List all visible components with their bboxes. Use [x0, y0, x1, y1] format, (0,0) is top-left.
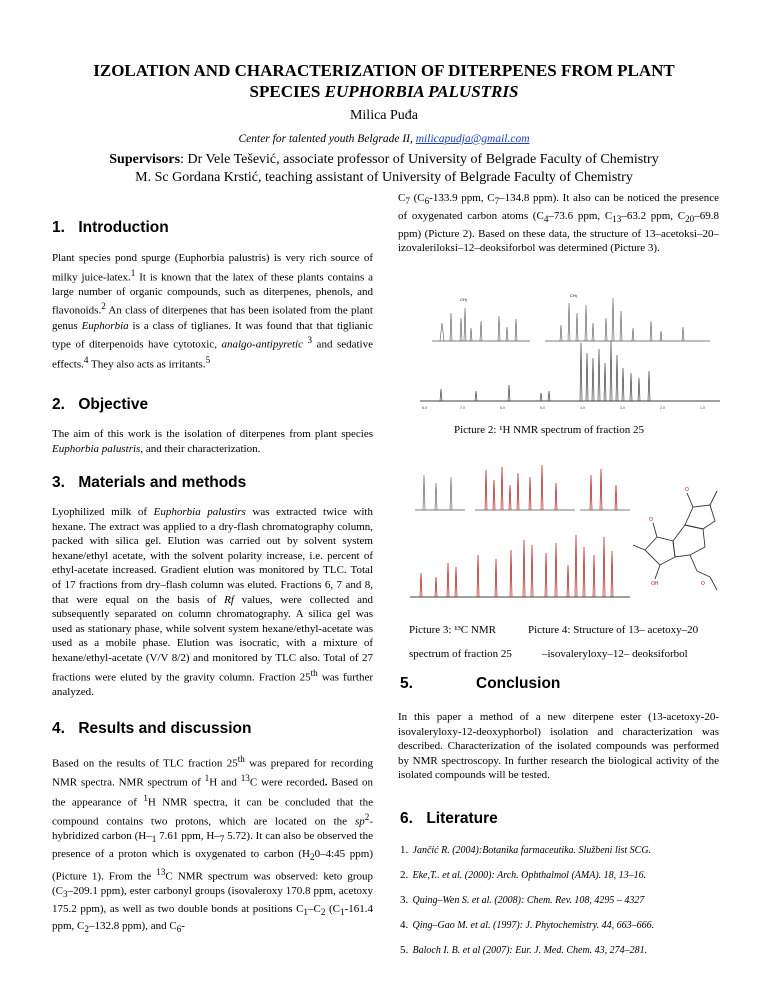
c-nmr-spectrum-figure: [405, 455, 720, 605]
heading-literature: 6. Literature: [400, 810, 498, 827]
svg-text:O: O: [649, 517, 653, 523]
introduction-text: Plant species pond spurge (Euphorbia palustris) is very rich source of milky juice-latex.$^1$ It is known that the latex of these plants contains a large number of organic compounds, such as diterpenes, phenols, and flavonoids.$^2$ An class of diterpenes that has been isolated from the plant genus Euphorbia is a class of tiglianes. It was found that that tiglianic type of diterpenoids have cytotoxic, analgo-antipyretic $^3$ and sedative effects.$^4$ They also acts as irritants.$^5$: [52, 252, 373, 371]
email-link[interactable]: milicapudja@gmail.com: [415, 133, 530, 145]
heading-results-discussion: 4. Results and discussion: [52, 720, 252, 737]
reference-item: 1. Jančić R. (2004):Botanika farmaceutika. Službeni list SCG.: [400, 844, 652, 856]
svg-text:2.0: 2.0: [660, 406, 665, 410]
h-nmr-spectrum-figure: [420, 283, 720, 423]
picture-3-caption-line-2: spectrum of fraction 25: [409, 648, 512, 660]
reference-item: 2. Eke,T.. et al. (2000): Arch. Ophthalmol (AMA). 18, 13–16.: [400, 869, 647, 881]
svg-text:3.0: 3.0: [620, 406, 625, 410]
picture-4-caption-line-1: Picture 4: Structure of 13– acetoxy–20: [528, 624, 699, 636]
svg-text:CH₃: CH₃: [460, 297, 468, 302]
heading-introduction: 1. Introduction: [52, 219, 169, 236]
conclusion-text: In this paper a method of a new diterpene ester (13-acetoxy-20-isovaleryloxy-12-deoxyphorbol) isolation and characterization was described. Characterization of the isolated compounds was performed by NMR spectroscopy. In further research the biological activity of the isolated compounds will be tested.: [398, 711, 719, 782]
supervisors-label: Supervisors: [109, 152, 181, 167]
objective-text: The aim of this work is the isolation of diterpenes from plant species Euphorbia palustris, and their characterization.: [52, 428, 373, 455]
literature-list: [400, 843, 720, 958]
reference-item: 5. Baloch I. B. et al (2007): Eur. J. Med. Chem. 43, 274–281.: [400, 944, 648, 956]
svg-text:1.0: 1.0: [700, 406, 705, 410]
svg-text:5.0: 5.0: [540, 406, 545, 410]
picture-4-caption-line-2: –isovaleryloxy–12– deoksiforbol: [542, 648, 688, 660]
heading-conclusion: 5. Conclusion: [400, 675, 561, 692]
paper-title: [40, 60, 728, 102]
svg-text:OH: OH: [651, 581, 659, 587]
results-text: Based on the results of TLC fraction 25th was prepared for recording NMR spectra. NMR spectrum of $^1$H and $^{13}$C were recorded. Based on the appearance of $^1$H NMR spectra, it can be concluded that the compound contains two protons, which are located on the $sp^2$-hybridized carbon ($H-_1$ 7.61 ppm, $H-_7$ 5.72). It can also be observed the presence of a proton which is oxygenated to carbon ($H_20-4:45$ ppm) (Picture 1). From the $^{13}$C NMR spectrum was observed: keto group ($C_3-209.1$ ppm), ester carbonyl groups (isovaleroxy 170.8 ppm, acetoxy 175.2 ppm), as well as two double bonds at positions $C_1-C_2$ ($C_1-161.4$ ppm, $C_2-132.8$ ppm), and $C_6-$: [52, 754, 374, 935]
svg-text:6.0: 6.0: [500, 406, 505, 410]
supervisors: Supervisors: Dr Vele Tešević, associate professor of University of Belgrade Faculty of Chemistry M. Sc Gordana Krstić, teaching assistant of University of Belgrade Faculty of Chemistry: [109, 152, 659, 185]
reference-item: 3. Quing–Wen S. et al. (2008): Chem. Rev. 108, 4295 – 4327: [400, 894, 645, 906]
svg-text:7.0: 7.0: [460, 406, 465, 410]
results-text-continued: $C_7$ ($C_6-133.9$ ppm, $C_7-134.8$ ppm). It also can be noticed the presence of oxygenated carbon atoms ($C_4-73.6$ ppm, $C_{13}-63.2$ ppm, $C_{20}-69.8$ ppm) (Picture 2). Based on these data, the structure of 13–acetoksi–20–izovaleriloksi–12–deoksiforbol was determined (Picture 3).: [398, 192, 720, 255]
svg-text:O: O: [701, 581, 705, 587]
reference-item: 4. Qing–Gao M. et al. (1997): J. Phytochemistry. 44, 663–666.: [400, 919, 655, 931]
svg-text:CH₃: CH₃: [570, 293, 578, 298]
title-line-1: IZOLATION AND CHARACTERIZATION OF DITERPENES FROM PLANT: [93, 61, 675, 80]
author-name: Milica Puđa: [349, 108, 419, 123]
materials-methods-text: Lyophilized milk of Euphorbia palustirs was extracted twice with hexane. The extract was applied to a dry-flash chromatography column, packed with silica gel. Elution was carried out by solvent system hexane/ethyl acetate, with the solvent polarity increase, i.e. percent of ethyl-acetate increased. Gradient elution was monitored by TLC. Total of 17 fractions from dry–flash column was eluted. Fractions 6, 7 and 8, that were equal on the basis of Rf values, were collected and subsequently separated on column chromatography. A silica gel was used as stationary phase, while solvent system hexane/ethyl-acetate was used as a mobile phase. Elution was isocratic, with a mixture of hexane/ethyl-acetate (V/V 8/2) and monitored by TLC also. Total of 27 fractions were eluted by the gravity column. Fraction 25th was further analyzed.: [52, 506, 373, 698]
picture-2-caption: Picture 2: ¹H NMR spectrum of fraction 25: [454, 424, 644, 436]
svg-text:4.0: 4.0: [580, 406, 585, 410]
svg-text:O: O: [685, 487, 689, 493]
affiliation: Center for talented youth Belgrade II, milicapudja@gmail.com: [238, 133, 530, 145]
picture-3-caption-line-1: Picture 3: ¹³C NMR: [409, 624, 496, 636]
heading-materials-methods: 3. Materials and methods: [52, 474, 247, 491]
title-line-2: SPECIES EUPHORBIA PALUSTRIS: [249, 82, 519, 101]
heading-objective: 2. Objective: [52, 396, 149, 413]
svg-text:8.0: 8.0: [422, 406, 427, 410]
